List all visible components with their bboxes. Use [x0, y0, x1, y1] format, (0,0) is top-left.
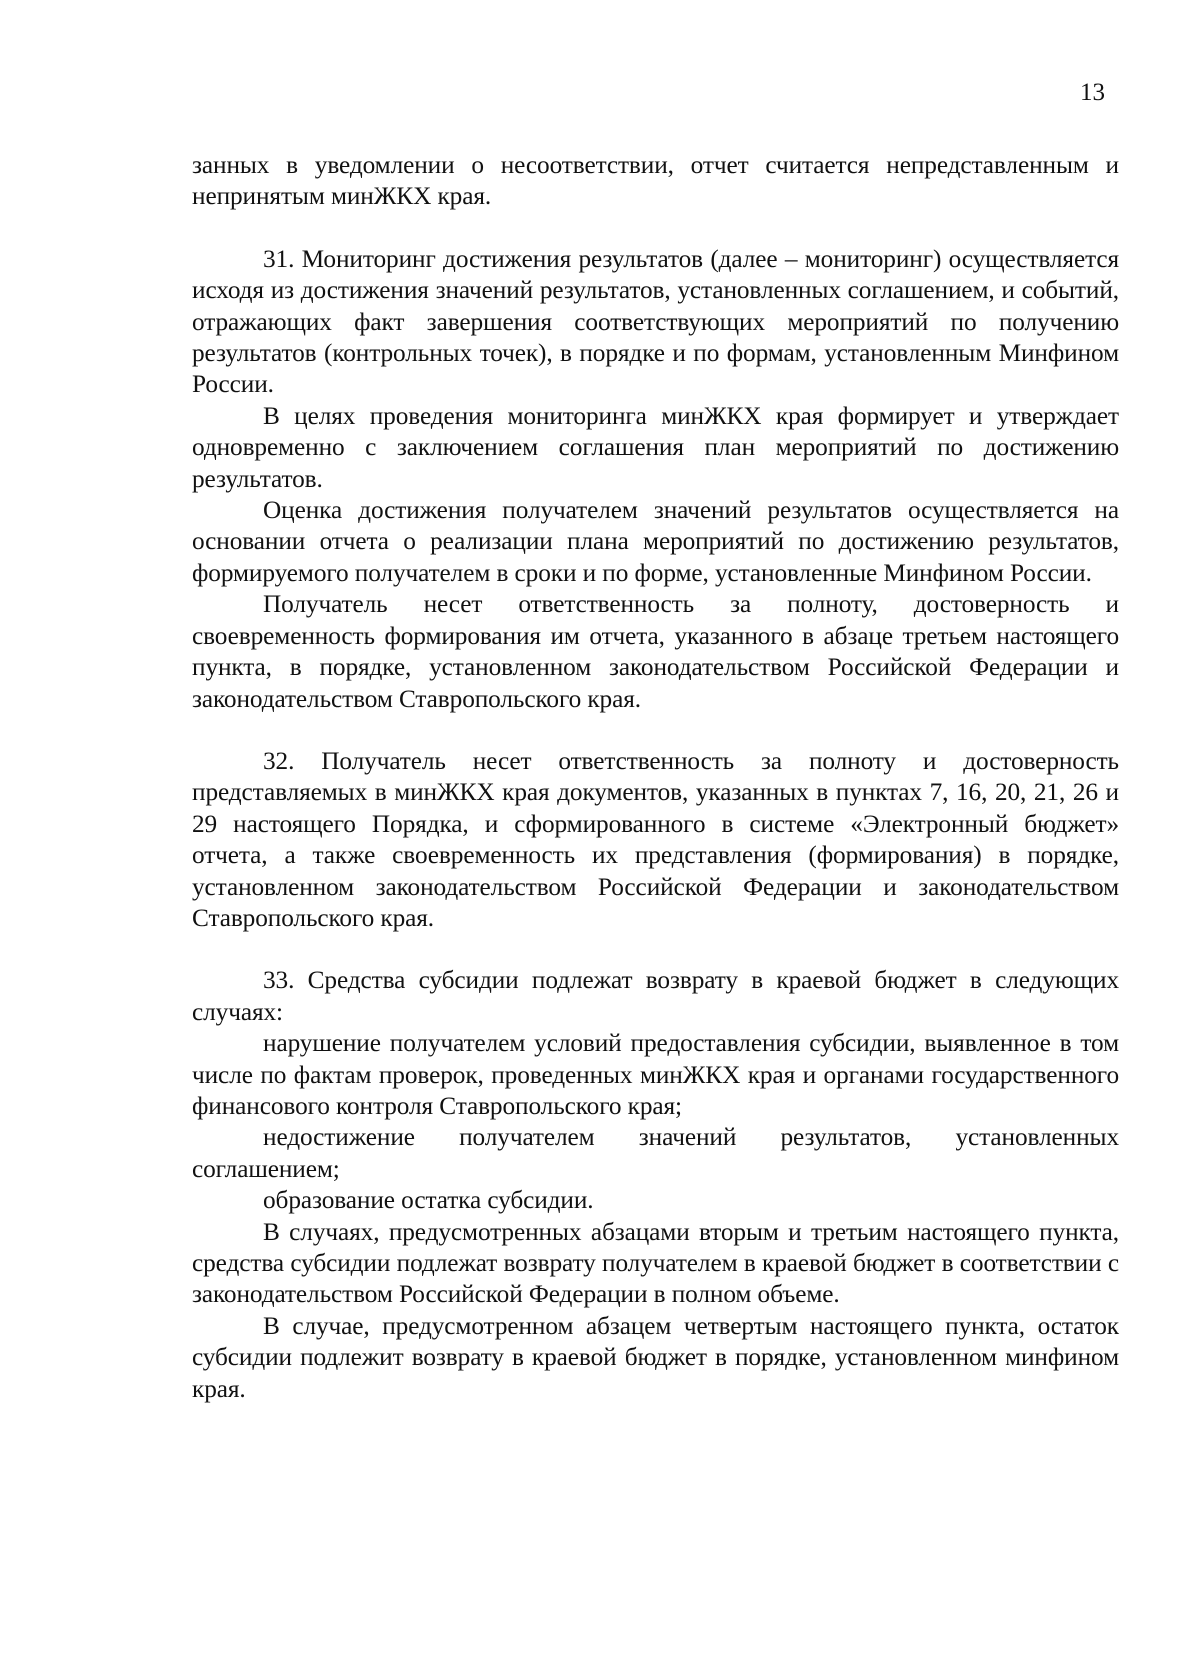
- paragraph-clause-33: 33. Средства субсидии подлежат возврату в краевой бюджет в следующих случаях:: [192, 966, 1119, 1026]
- paragraph-return-full: В случаях, предусмотренных абзацами вторым и третьим настоящего пункта, средства субсидии подлежат возврату получателем в краевой бюджет в соответствии с законодательством Российской Федерации в полном объеме.: [192, 1217, 1119, 1309]
- paragraph-monitoring-plan: В целях проведения мониторинга минЖКХ края формирует и утверждает одновременно с заключением соглашения план мероприятий по достижению результатов.: [192, 401, 1119, 493]
- paragraph-clause-31: 31. Мониторинг достижения результатов (далее – мониторинг) осуществляется исходя из достижения значений результатов, установленных соглашением, и событий, отражающих факт завершения соответствующих мероприятий по получению результатов (контрольных точек), в порядке и по формам, установленным Минфином России.: [192, 244, 1119, 399]
- paragraph-responsibility-report: Получатель несет ответственность за полноту, достоверность и своевременность формирования им отчета, указанного в абзаце третьем настоящего пункта, в порядке, установленном законодательством Российской Федерации и законодательством Ставропольского края.: [192, 590, 1119, 713]
- paragraph-return-remainder: В случае, предусмотренном абзацем четвертым настоящего пункта, остаток субсидии подлежит возврату в краевой бюджет в порядке, установленном минфином края.: [192, 1311, 1119, 1403]
- paragraph-continuation: занных в уведомлении о несоответствии, отчет считается непредставленным и непринятым минЖКХ края.: [192, 151, 1119, 211]
- paragraph-clause-32: 32. Получатель несет ответственность за полноту и достоверность представляемых в минЖКХ края документов, указанных в пунктах 7, 16, 20, 21, 26 и 29 настоящего Порядка, и сформированного в системе «Электронный бюджет» отчета, а также своевременность их представления (формирования) в порядке, установленном законодательством Российской Федерации и законодательством Ставропольского края.: [192, 746, 1119, 932]
- page-number: 13: [1080, 79, 1105, 106]
- paragraph-remainder: образование остатка субсидии.: [263, 1186, 594, 1215]
- paragraph-assessment: Оценка достижения получателем значений результатов осуществляется на основании отчета о реализации плана мероприятий по достижению результатов, формируемого получателем в сроки и по форме, установленные Минфином России.: [192, 496, 1119, 587]
- paragraph-violation: нарушение получателем условий предоставления субсидии, выявленное в том числе по фактам проверок, проведенных минЖКХ края и органами государственного финансового контроля Ставропольского края;: [192, 1029, 1119, 1120]
- document-body: [192, 150, 1119, 1405]
- paragraph-non-achievement: недостижение получателем значений результатов, установленных соглашением;: [192, 1123, 1119, 1183]
